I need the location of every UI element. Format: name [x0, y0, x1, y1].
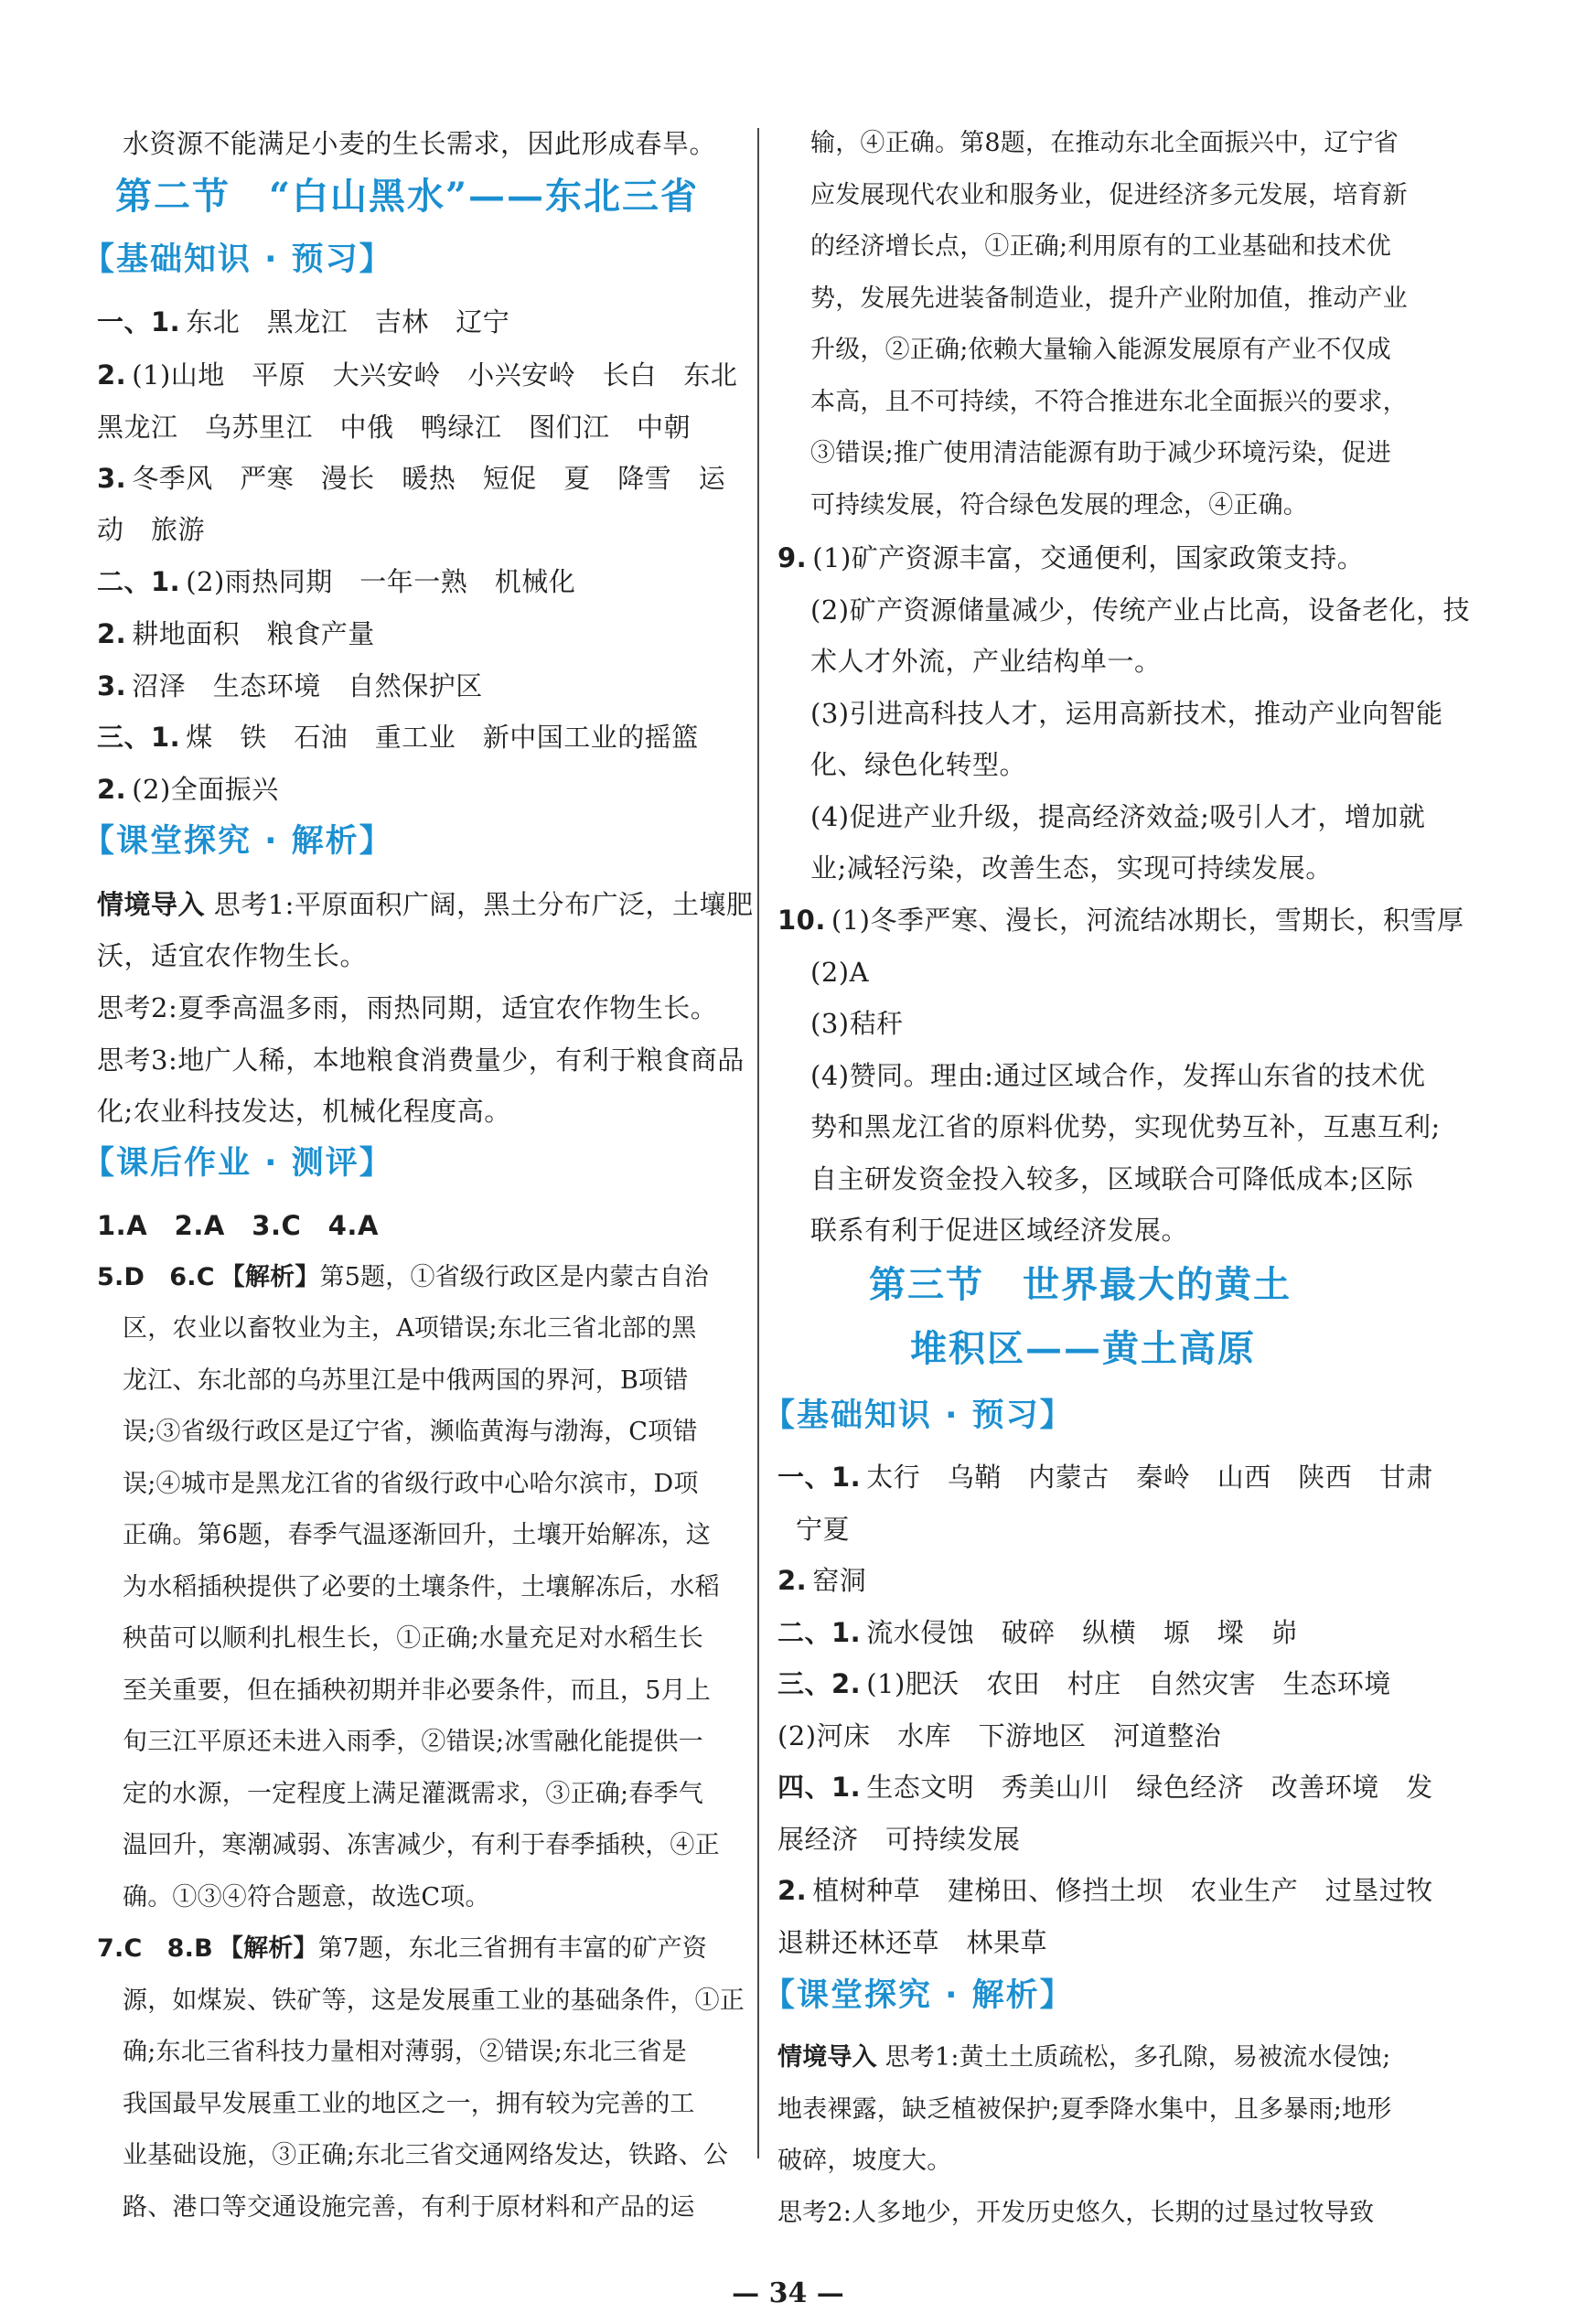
answer-line — [97, 1933, 707, 1965]
text-line: 业基础设施，③正确;东北三省交通网络发达，铁路、公 — [123, 2141, 729, 2169]
answer-text: (1)矿产资源丰富，交通便利，国家政策支持。 — [812, 542, 1365, 573]
answer-line — [97, 463, 725, 494]
answer-text: 沼泽 生态环境 自然保护区 — [132, 670, 483, 701]
item-number: 二、1. — [777, 1617, 862, 1648]
answer-line — [777, 1875, 1433, 1906]
heading-basic-knowledge: 【基础知识 · 预习】 — [763, 1398, 1074, 1434]
scenario-tag: 情境导入 — [97, 889, 206, 920]
answer-text: 生态文明 秀美山川 绿色经济 改善环境 发 — [866, 1772, 1433, 1803]
item-number: 三、1. — [97, 722, 181, 753]
answer-line: 展经济 可持续发展 — [777, 1824, 1021, 1855]
text-line: 势和黑龙江省的原料优势，实现优势互补，互惠互利; — [810, 1111, 1441, 1142]
text-line: 升级，②正确;依赖大量输入能源发展原有产业不仅成 — [810, 336, 1391, 364]
text-line: 我国最早发展重工业的地区之一，拥有较为完善的工 — [123, 2090, 695, 2118]
heading-homework: 【课后作业 · 测评】 — [82, 1145, 393, 1182]
item-number: 二、1. — [97, 566, 181, 597]
answer-text: 煤 铁 石油 重工业 新中国工业的摇篮 — [186, 722, 699, 753]
heading-class-exploration: 【课堂探究 · 解析】 — [763, 1977, 1074, 2014]
text-line: 地表裸露，缺乏植被保护;夏季降水集中，且多暴雨;地形 — [777, 2095, 1392, 2124]
text-line: 旬三江平原还未进入雨季，②错误;冰雪融化能提供一 — [123, 1728, 703, 1756]
section-title: 堆积区——黄土高原 — [910, 1327, 1256, 1370]
text-line: 可持续发展，符合绿色发展的理念，④正确。 — [810, 491, 1308, 519]
item-number: 3. — [97, 463, 127, 494]
text-line: 误;④城市是黑龙江省的省级行政中心哈尔滨市，D项 — [123, 1470, 699, 1498]
answer-line — [97, 670, 483, 701]
answer-line — [97, 359, 737, 391]
text-line: 路、港口等交通设施完善，有利于原材料和产品的运 — [123, 2193, 695, 2222]
text-line: 术人才外流，产业结构单一。 — [810, 646, 1162, 677]
item-number: 2. — [777, 1565, 808, 1596]
text-line: 化;农业科技发达，机械化程度高。 — [97, 1096, 511, 1127]
answer-line — [97, 774, 279, 805]
column-divider — [757, 128, 759, 2158]
answer-text: (1)肥沃 农田 村庄 自然灾害 生态环境 — [866, 1668, 1391, 1699]
answer-text: 太行 乌鞘 内蒙古 秦岭 山西 陕西 甘肃 — [866, 1462, 1433, 1493]
answer-line — [777, 905, 1463, 936]
text-line: (4)赞同。理由:通过区域合作，发挥山东省的技术优 — [810, 1060, 1426, 1091]
answer-text: 第5题，①省级行政区是内蒙古自治 — [319, 1263, 709, 1291]
text-line: 思考2:夏季高温多雨，雨热同期，适宜农作物生长。 — [97, 992, 718, 1023]
scenario-tag: 情境导入 — [777, 2043, 877, 2072]
answer-text: 流水侵蚀 破碎 纵横 塬 墚 峁 — [866, 1617, 1299, 1648]
answer-text: 东北 黑龙江 吉林 辽宁 — [186, 306, 510, 337]
answer-line — [777, 1772, 1433, 1803]
text-line — [97, 889, 753, 920]
text-line: 自主研发资金投入较多，区域联合可降低成本;区际 — [810, 1163, 1414, 1194]
answer-line: 宁夏 — [796, 1514, 851, 1545]
answer-text: (1)冬季严寒、漫长，河流结冰期长，雪期长，积雪厚 — [831, 905, 1464, 936]
text-body: 思考1:平原面积广阔，黑土分布广泛，土壤肥 — [205, 889, 754, 920]
text-line: 本高，且不可持续，不符合推进东北全面振兴的要求， — [810, 388, 1408, 416]
text-line: (2)A — [810, 957, 870, 988]
text-line: (3)引进高科技人才，运用高新技术，推动产业向智能 — [810, 698, 1443, 729]
text-line: 势，发展先进装备制造业，提升产业附加值，推动产业 — [810, 284, 1408, 313]
text-line: (4)促进产业升级，提高经济效益;吸引人才，增加就 — [810, 801, 1426, 832]
item-number: 2. — [97, 618, 127, 649]
text-line: 确。①③④符合题意，故选C项。 — [123, 1883, 490, 1912]
text-line: 沃，适宜农作物生长。 — [97, 940, 368, 971]
text-line: 正确。第6题，春季气温逐渐回升，土壤开始解冻，这 — [123, 1521, 711, 1549]
item-number: 7.C 8.B — [97, 1934, 213, 1963]
answer-line: 黑龙江 乌苏里江 中俄 鸭绿江 图们江 中朝 — [97, 412, 692, 443]
analysis-tag: 【解析】 — [220, 1263, 320, 1291]
answer-text: (1)山地 平原 大兴安岭 小兴安岭 长白 东北 — [132, 359, 738, 391]
text-line: ③错误;推广使用清洁能源有助于减少环境污染，促进 — [810, 439, 1391, 467]
answer-line: 动 旅游 — [97, 514, 206, 545]
analysis-tag: 【解析】 — [218, 1934, 318, 1963]
text-line: 温回升，寒潮减弱、冻害减少，有利于春季插秧，④正 — [123, 1831, 720, 1859]
heading-basic-knowledge: 【基础知识 · 预习】 — [82, 241, 393, 278]
item-number: 一、1. — [777, 1462, 862, 1493]
text-line: 输，④正确。第8题，在推动东北全面振兴中，辽宁省 — [810, 129, 1399, 157]
item-number: 5.D 6.C — [97, 1263, 215, 1291]
page-number: — 34 — — [732, 2277, 844, 2309]
text-line: 定的水源，一定程度上满足灌溉需求，③正确;春季气 — [123, 1780, 703, 1808]
heading-class-exploration: 【课堂探究 · 解析】 — [82, 823, 393, 860]
answer-line — [97, 618, 375, 649]
section-title: 第二节 “白山黑水”——东北三省 — [115, 175, 700, 218]
text-line: 化、绿色化转型。 — [810, 749, 1027, 780]
text-line: 确;东北三省科技力量相对薄弱，②错误;东北三省是 — [123, 2038, 687, 2066]
text-line: 误;③省级行政区是辽宁省，濒临黄海与渤海，C项错 — [123, 1418, 698, 1446]
answer-line: 1.A 2.A 3.C 4.A — [97, 1210, 379, 1241]
answer-text: (2)雨热同期 一年一熟 机械化 — [186, 566, 576, 597]
item-number: 三、2. — [777, 1668, 862, 1699]
text-line: 为水稻插秧提供了必要的土壤条件，土壤解冻后，水稻 — [123, 1573, 720, 1601]
text-line — [777, 2042, 1390, 2073]
answer-line — [777, 542, 1364, 573]
answer-text: 窑洞 — [812, 1565, 867, 1596]
text-body: 思考1:黄土土质疏松，多孔隙，易被流水侵蚀; — [876, 2043, 1391, 2072]
text-line: 至关重要，但在插秧初期并非必要条件，而且，5月上 — [123, 1676, 711, 1705]
text-line: 的经济增长点，①正确;利用原有的工业基础和技术优 — [810, 232, 1391, 261]
text-line: 应发展现代农业和服务业，促进经济多元发展，培育新 — [810, 181, 1408, 209]
answer-text: 植树种草 建梯田、修挡土坝 农业生产 过垦过牧 — [812, 1875, 1433, 1906]
text-line: 源，如煤炭、铁矿等，这是发展重工业的基础条件，①正 — [123, 1987, 745, 2015]
text-line: 秧苗可以顺利扎根生长，①正确;水量充足对水稻生长 — [123, 1624, 703, 1653]
item-number: 2. — [97, 359, 127, 391]
answer-line — [97, 722, 699, 753]
item-number: 9. — [777, 542, 808, 573]
answer-line — [777, 1617, 1298, 1648]
section-title: 第三节 世界最大的黄土 — [869, 1263, 1292, 1306]
text-line: 水资源不能满足小麦的生长需求，因此形成春旱。 — [123, 128, 717, 159]
item-number: 10. — [777, 905, 826, 936]
text-line: 区，农业以畜牧业为主，A项错误;东北三省北部的黑 — [123, 1314, 697, 1343]
answer-text: 冬季风 严寒 漫长 暖热 短促 夏 降雪 运 — [132, 463, 726, 494]
answer-line — [97, 306, 509, 337]
item-number: 四、1. — [777, 1772, 862, 1803]
answer-line — [97, 1262, 709, 1293]
text-line: 龙江、东北部的乌苏里江是中俄两国的界河，B项错 — [123, 1366, 689, 1395]
text-line: 破碎，坡度大。 — [777, 2147, 952, 2175]
answer-line — [777, 1462, 1433, 1493]
text-line: 业;减轻污染，改善生态，实现可持续发展。 — [810, 852, 1333, 884]
text-line: 思考3:地广人稀，本地粮食消费量少，有利于粮食商品 — [97, 1044, 745, 1076]
item-number: 2. — [777, 1875, 808, 1906]
text-line: (2)矿产资源储量减少，传统产业占比高，设备老化，技 — [810, 594, 1471, 626]
text-line: 思考2:人多地少，开发历史悠久，长期的过垦过牧导致 — [777, 2199, 1375, 2227]
answer-line: 退耕还林还草 林果草 — [777, 1927, 1048, 1958]
item-number: 一、1. — [97, 306, 181, 337]
item-number: 3. — [97, 670, 127, 701]
text-line: 联系有利于促进区域经济发展。 — [810, 1215, 1189, 1246]
answer-text: (2)全面振兴 — [132, 774, 279, 805]
item-number: 2. — [97, 774, 127, 805]
answer-line — [97, 566, 575, 597]
text-line: (3)秸秆 — [810, 1008, 904, 1039]
answer-text: 耕地面积 粮食产量 — [132, 618, 375, 649]
answer-line — [777, 1565, 866, 1596]
answer-text: 第7题，东北三省拥有丰富的矿产资 — [317, 1934, 708, 1963]
answer-line: (2)河床 水库 下游地区 河道整治 — [777, 1720, 1222, 1751]
answer-line — [777, 1668, 1391, 1699]
